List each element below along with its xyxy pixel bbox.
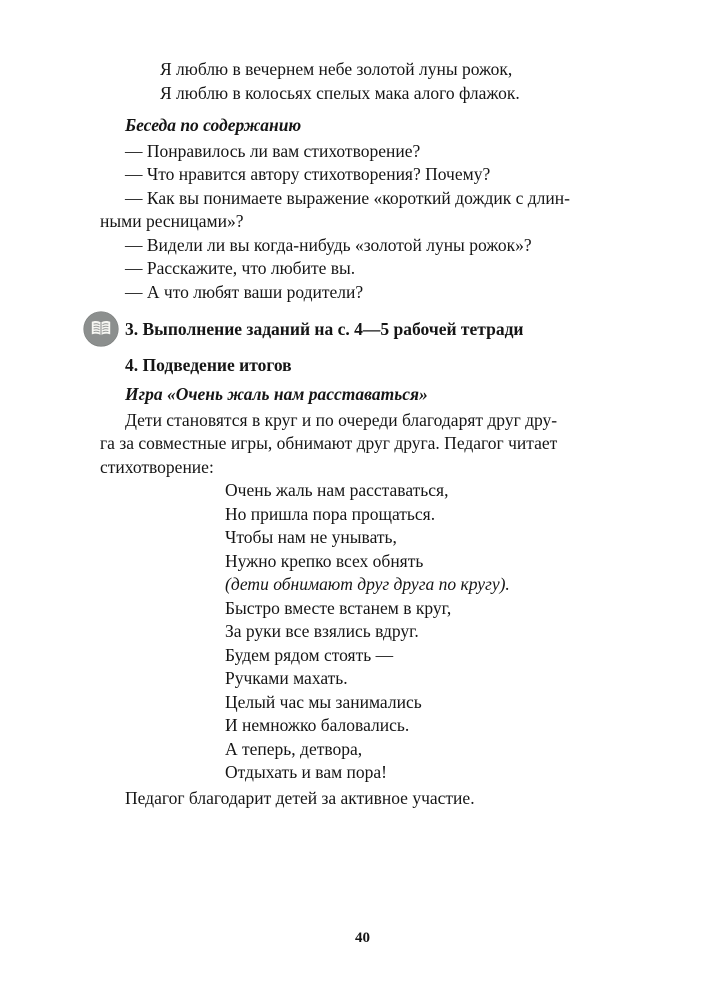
question-line: — Что нравится автору стихотворения? Почему? (125, 164, 491, 184)
question-line: — Понравилось ли вам стихотворение? (125, 140, 421, 161)
question-line: — Видели ли вы когда-нибудь «золотой луны рожок»? (125, 234, 532, 255)
top-poem (160, 58, 657, 105)
poem-line: Я люблю в колосьях спелых мака алого флажок. (160, 82, 520, 103)
poem-line: Целый час мы занимались (225, 691, 422, 712)
game-title: Игра «Очень жаль нам расставаться» (125, 384, 428, 404)
closing-sentence: Педагог благодарит детей за активное участие. (125, 787, 475, 808)
poem-line: За руки все взялись вдруг. (225, 621, 419, 641)
poem-line: Быстро вместе встанем в круг, (225, 597, 452, 618)
open-book-icon (58, 311, 94, 347)
game-intro (100, 409, 657, 480)
poem-line: И немножко баловались. (225, 715, 410, 735)
question-line: — Как вы понимаете выражение «короткий дождик с длин- (125, 187, 570, 208)
poem-line: Чтобы нам не унывать, (225, 527, 397, 547)
game-poem (225, 479, 657, 785)
question-line: — А что любят ваши родители? (125, 281, 364, 302)
intro-line: га за совместные игры, обнимают друг друга. Педагог читает (100, 433, 558, 453)
intro-line: Дети становятся в круг и по очереди благодарят друг дру- (125, 409, 558, 430)
poem-line-stage-direction: (дети обнимают друг друга по кругу). (225, 574, 510, 594)
poem-line: Я люблю в вечернем небе золотой луны рожок, (160, 59, 513, 79)
question-line: — Расскажите, что любите вы. (125, 258, 356, 278)
question-line-continuation: ными ресницами»? (100, 211, 244, 231)
poem-line: Отдыхать и вам пора! (225, 762, 388, 782)
page-number: 40 (355, 930, 370, 946)
poem-line: Очень жаль нам расставаться, (225, 480, 449, 500)
poem-line: Ручками махать. (225, 668, 348, 688)
task-item-4 (100, 354, 657, 378)
poem-line: Будем рядом стоять — (225, 644, 394, 665)
poem-line: Нужно крепко всех обнять (225, 550, 424, 571)
discussion-heading: Беседа по содержанию (125, 115, 302, 135)
task-3-label: 3. Выполнение заданий на с. 4—5 рабочей тетради (125, 319, 524, 339)
poem-line: Но пришла пора прощаться. (225, 503, 436, 524)
task-item-3 (100, 318, 657, 342)
poem-line: А теперь, детвора, (225, 738, 363, 759)
task-4-label: 4. Подведение итогов (125, 354, 292, 375)
discussion-questions (100, 140, 657, 305)
intro-line: стихотворение: (100, 456, 214, 477)
